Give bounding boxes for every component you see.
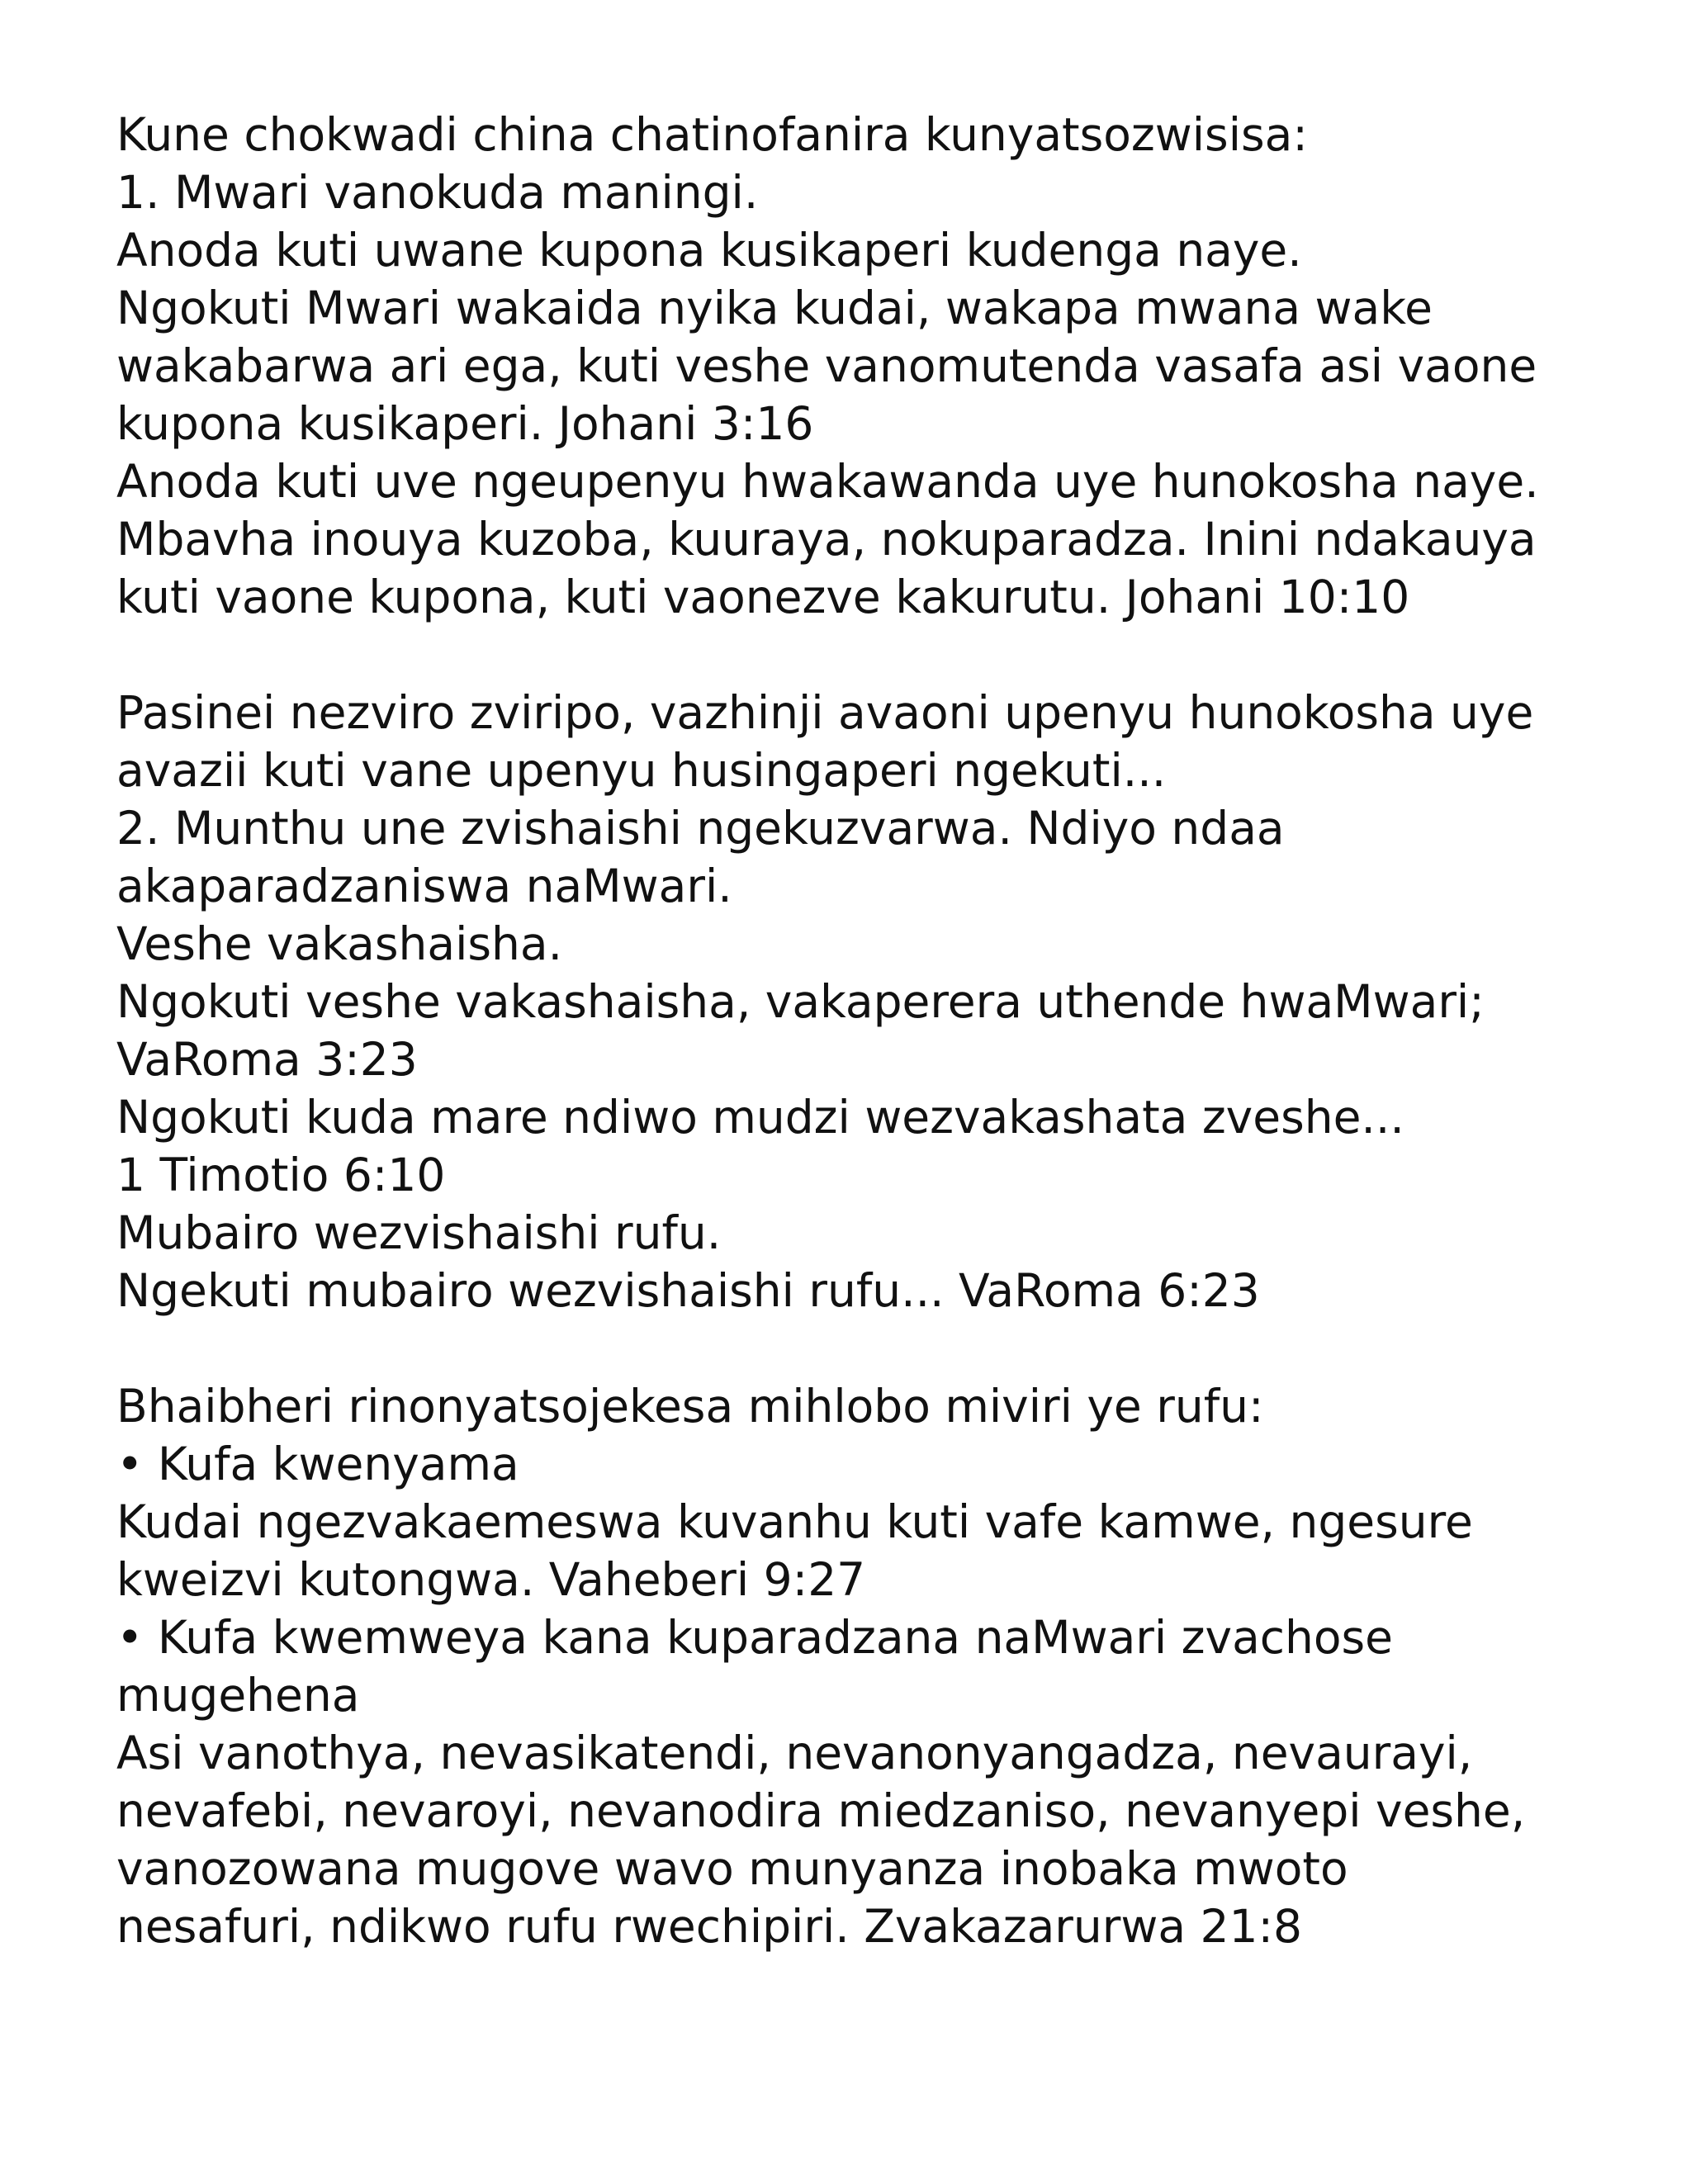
bullet-item-continued: mugehena — [116, 1669, 360, 1722]
text-line: Anoda kuti uwane kupona kusikaperi kudenga naye. — [116, 224, 1302, 277]
paragraph-spacer — [116, 1319, 1652, 1377]
text-line: Anoda kuti uve ngeupenyu hwakawanda uye hunokosha naye. — [116, 455, 1539, 508]
intro-line: Kune chokwadi china chatinofanira kunyatsozwisisa: — [116, 108, 1308, 161]
text-line: VaRoma 3:23 — [116, 1033, 418, 1086]
text-line: kuti vaone kupona, kuti vaonezve kakurutu. Johani 10:10 — [116, 571, 1410, 623]
text-line: kweizvi kutongwa. Vaheberi 9:27 — [116, 1553, 866, 1606]
text-line: Bhaibheri rinonyatsojekesa mihlobo miviri ye rufu: — [116, 1380, 1264, 1433]
bullet-item: • Kufa kwenyama — [116, 1438, 519, 1490]
document-body — [116, 106, 1652, 1955]
text-line: Pasinei nezviro zviripo, vazhinji avaoni upenyu hunokosha uye — [116, 686, 1534, 739]
text-line: Ngokuti veshe vakashaisha, vakaperera uthende hwaMwari; — [116, 975, 1485, 1028]
point-1-heading: 1. Mwari vanokuda maningi. — [116, 166, 759, 219]
text-line: Mbavha inouya kuzoba, kuuraya, nokuparadza. Inini ndakauya — [116, 513, 1537, 566]
point-2-heading: 2. Munthu une zvishaishi ngekuzvarwa. Ndiyo ndaa — [116, 802, 1285, 855]
text-line: Veshe vakashaisha. — [116, 917, 563, 970]
text-line: vanozowana mugove wavo munyanza inobaka mwoto — [116, 1842, 1348, 1895]
text-line: Asi vanothya, nevasikatendi, nevanonyangadza, nevaurayi, — [116, 1727, 1473, 1779]
text-line: nesafuri, ndikwo rufu rwechipiri. Zvakazarurwa 21:8 — [116, 1900, 1303, 1953]
text-line: Kudai ngezvakaemeswa kuvanhu kuti vafe kamwe, ngesure — [116, 1495, 1473, 1548]
text-line: kupona kusikaperi. Johani 3:16 — [116, 397, 814, 450]
paragraph-spacer — [116, 626, 1652, 684]
text-line: Ngekuti mubairo wezvishaishi rufu... VaRoma 6:23 — [116, 1264, 1260, 1317]
bullet-item: • Kufa kwemweya kana kuparadzana naMwari zvachose — [116, 1611, 1394, 1664]
text-line: Mubairo wezvishaishi rufu. — [116, 1206, 722, 1259]
point-2-heading-continued: akaparadzaniswa naMwari. — [116, 860, 732, 912]
text-line: 1 Timotio 6:10 — [116, 1149, 446, 1201]
text-line: avazii kuti vane upenyu husingaperi ngekuti... — [116, 744, 1167, 797]
text-line: wakabarwa ari ega, kuti veshe vanomutenda vasafa asi vaone — [116, 339, 1537, 392]
text-line: nevafebi, nevaroyi, nevanodira miedzaniso, nevanyepi veshe, — [116, 1784, 1526, 1837]
text-line: Ngokuti Mwari wakaida nyika kudai, wakapa mwana wake — [116, 282, 1433, 334]
text-line: Ngokuti kuda mare ndiwo mudzi wezvakashata zveshe... — [116, 1091, 1404, 1144]
